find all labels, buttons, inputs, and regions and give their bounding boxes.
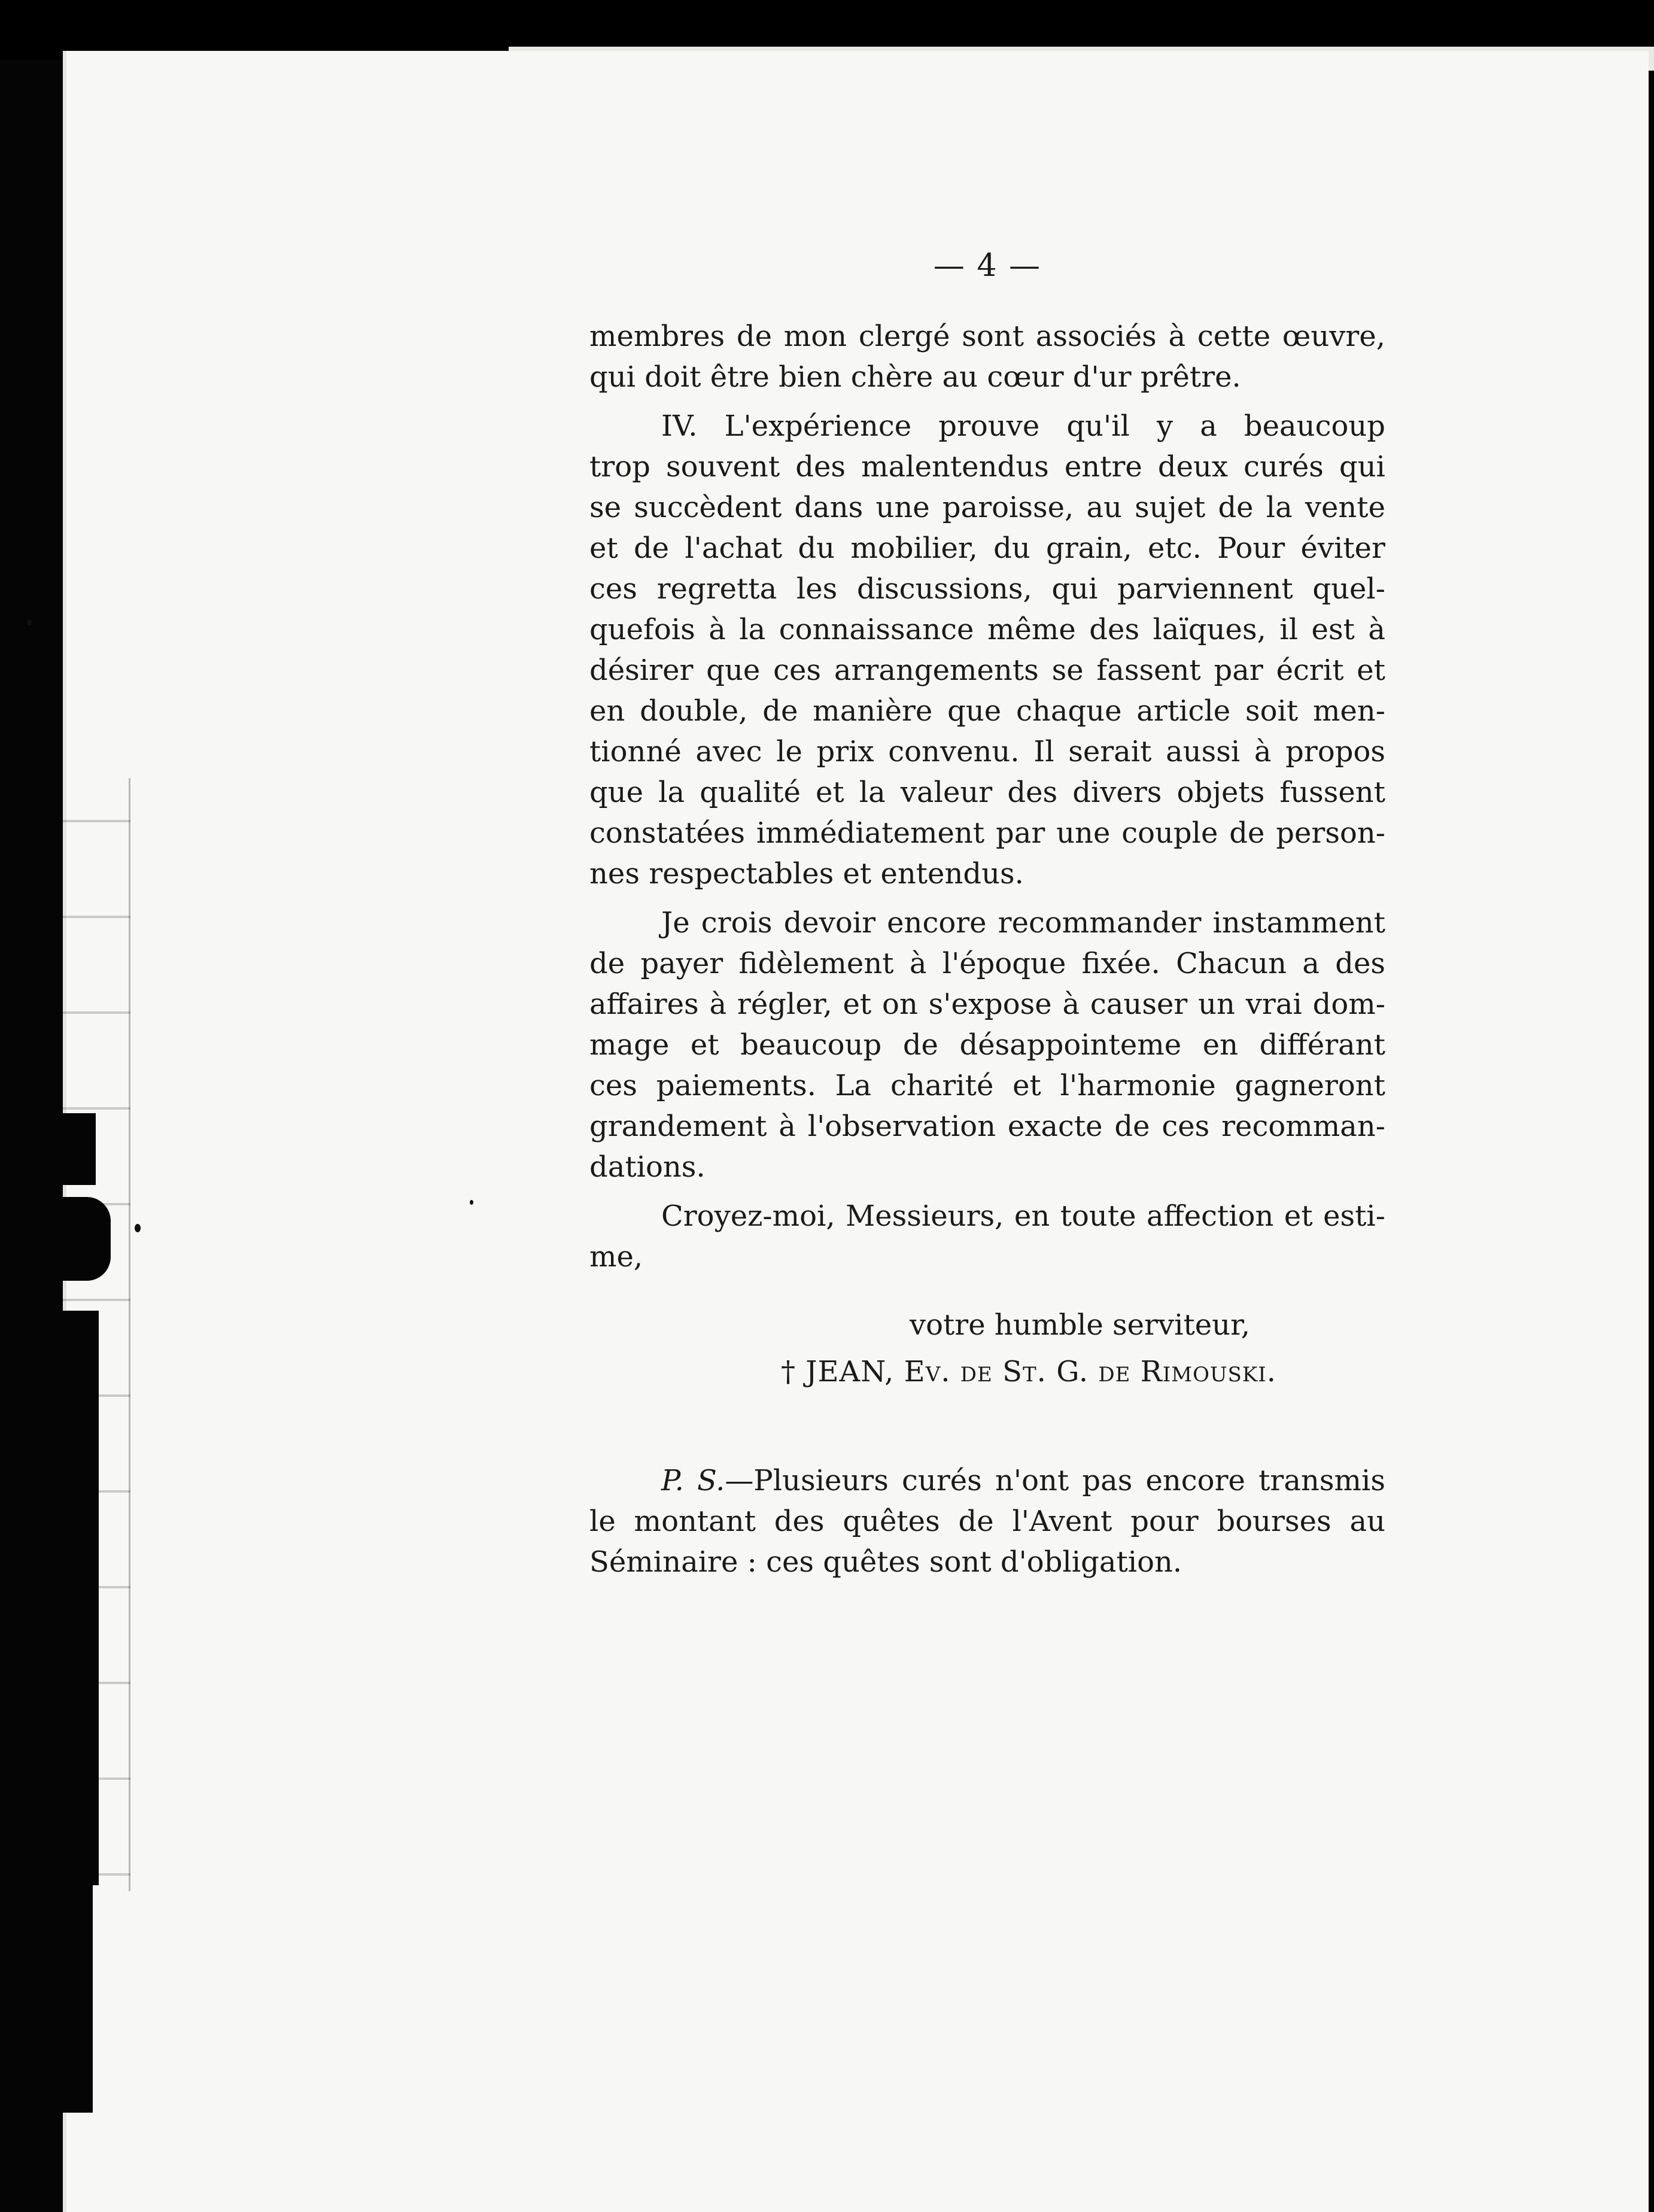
text-line: se succèdent dans une paroisse, au sujet de la vente xyxy=(589,491,1385,524)
page-number: — 4 — xyxy=(933,248,1042,284)
torn-notch xyxy=(63,1885,93,2113)
text-line: tionné avec le prix convenu. Il serait aussi à propos xyxy=(589,735,1385,768)
closing-salutation: votre humble serviteur, xyxy=(910,1308,1250,1342)
text-line: nes respectables et entendus. xyxy=(589,857,1024,891)
text-line: qui doit être bien chère au cœur d'ur prêtre. xyxy=(589,360,1241,394)
signature-title: Ev. de St. G. de Rimouski. xyxy=(904,1355,1276,1388)
text-line: grandement à l'observation exacte de ces recomman- xyxy=(589,1110,1385,1143)
postscript-line xyxy=(661,1460,1385,1501)
signature-cross: † xyxy=(781,1355,796,1388)
text-line: en double, de manière que chaque article soit men- xyxy=(589,694,1385,728)
scan-speck xyxy=(27,619,32,625)
text-line: quefois à la connaissance même des laïques, il est à xyxy=(589,613,1385,646)
text-line: constatées immédiatement par une couple de person- xyxy=(589,816,1385,850)
text-line: membres de mon clergé sont associés à cette œuvre, xyxy=(589,320,1385,353)
text-line: de payer fidèlement à l'époque fixée. Chacun a des xyxy=(589,947,1385,980)
text-line: affaires à régler, et on s'expose à causer un vrai dom- xyxy=(589,988,1385,1021)
postscript-label: P. S. xyxy=(661,1464,725,1497)
torn-notch xyxy=(63,1113,96,1185)
postscript-line: Séminaire : ces quêtes sont d'obligation. xyxy=(589,1545,1182,1579)
scan-speck xyxy=(470,1200,473,1205)
text-line: me, xyxy=(589,1240,643,1274)
text-line: ces regretta les discussions, qui parviennent quel- xyxy=(589,572,1385,606)
text-line: Croyez-moi, Messieurs, en toute affection et esti- xyxy=(661,1199,1385,1233)
torn-notch xyxy=(63,1311,99,1885)
text-line: Je crois devoir encore recommander instamment xyxy=(661,906,1385,940)
torn-notch xyxy=(63,1197,111,1281)
text-line: désirer que ces arrangements se fassent par écrit et xyxy=(589,654,1385,687)
postscript-line: le montant des quêtes de l'Avent pour bourses au xyxy=(589,1505,1385,1538)
signature-name: JEAN, xyxy=(805,1355,895,1388)
postscript-text: —Plusieurs curés n'ont pas encore transmis xyxy=(725,1464,1385,1497)
text-line: dations. xyxy=(589,1150,706,1184)
text-line: ces paiements. La charité et l'harmonie gagneront xyxy=(589,1069,1385,1102)
text-line: et de l'achat du mobilier, du grain, etc. Pour éviter xyxy=(589,531,1385,565)
text-line: IV. L'expérience prouve qu'il y a beaucoup xyxy=(661,409,1385,443)
text-line: mage et beaucoup de désappointeme en différant xyxy=(589,1028,1385,1062)
text-line: trop souvent des malentendus entre deux curés qui xyxy=(589,450,1385,484)
text-line: que la qualité et la valeur des divers objets fussent xyxy=(589,776,1385,809)
signature xyxy=(781,1351,1276,1392)
scan-speck xyxy=(135,1224,141,1232)
